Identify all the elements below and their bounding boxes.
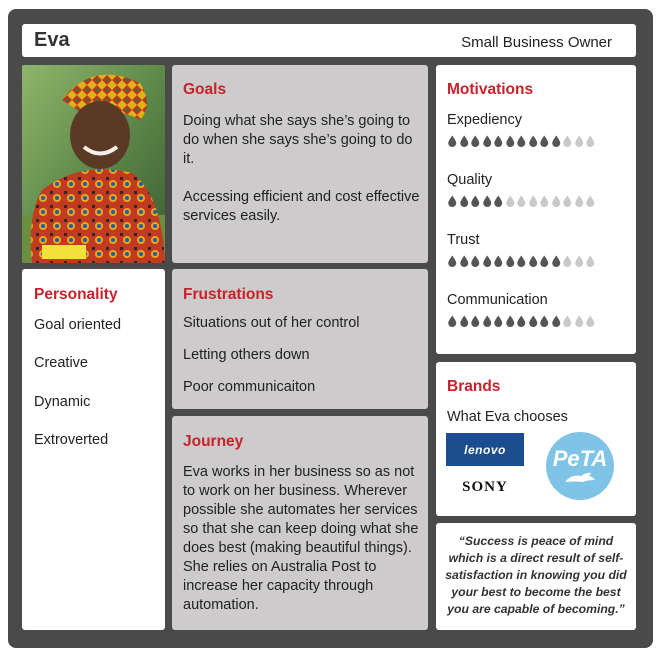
drop-empty-icon [528, 195, 539, 207]
drop-filled-icon [505, 255, 516, 267]
brands-title: Brands [447, 378, 501, 395]
personality-title: Personality [34, 286, 118, 303]
brands-subtitle: What Eva chooses [447, 409, 568, 425]
motivations-card [436, 65, 636, 354]
journey-text: Eva works in her business so as not to work on her business. Wherever possible she automates her services so that she can keep doing what she does best (making beautiful things). She relies on Australia Post to increase her capacity through automation. [183, 464, 419, 613]
motivation-label: Communication [447, 292, 548, 308]
drop-empty-icon [562, 195, 573, 207]
peta-logo-text: PeTA [552, 446, 608, 471]
drop-filled-icon [528, 315, 539, 327]
drop-filled-icon [493, 195, 504, 207]
drop-filled-icon [482, 315, 493, 327]
drop-empty-icon [574, 195, 585, 207]
frustration-item: Situations out of her control [183, 315, 360, 331]
drop-empty-icon [585, 195, 596, 207]
drop-filled-icon [505, 315, 516, 327]
motivation-rating [447, 135, 596, 147]
drop-filled-icon [482, 135, 493, 147]
drop-filled-icon [493, 135, 504, 147]
personality-trait: Dynamic [34, 394, 91, 410]
lenovo-logo [446, 433, 524, 466]
motivation-label: Trust [447, 232, 480, 248]
personality-trait: Creative [34, 355, 88, 371]
portrait-image [22, 65, 165, 263]
drop-empty-icon [539, 195, 550, 207]
drop-filled-icon [551, 315, 562, 327]
drop-filled-icon [539, 255, 550, 267]
drop-filled-icon [516, 135, 527, 147]
drop-filled-icon [539, 135, 550, 147]
motivation-label: Quality [447, 172, 493, 188]
goals-item: Accessing efficient and cost effective services easily. [183, 189, 420, 224]
drop-filled-icon [447, 135, 458, 147]
drop-empty-icon [562, 255, 573, 267]
motivation-label: Expediency [447, 112, 522, 128]
peta-logo [546, 432, 614, 500]
drop-empty-icon [585, 255, 596, 267]
goals-card [172, 65, 428, 263]
drop-filled-icon [459, 315, 470, 327]
drop-filled-icon [516, 315, 527, 327]
persona-header [22, 24, 636, 57]
drop-filled-icon [459, 135, 470, 147]
personality-card [22, 269, 165, 630]
sony-logo-text: SONY [462, 478, 508, 495]
drop-empty-icon [585, 135, 596, 147]
drop-filled-icon [516, 255, 527, 267]
sony-logo [446, 477, 524, 497]
motivation-rating [447, 315, 596, 327]
quote-card [436, 523, 636, 630]
drop-filled-icon [447, 255, 458, 267]
drop-filled-icon [551, 135, 562, 147]
drop-filled-icon [470, 255, 481, 267]
drop-empty-icon [574, 135, 585, 147]
motivation-rating [447, 195, 596, 207]
drop-filled-icon [470, 315, 481, 327]
persona-name: Eva [34, 29, 70, 51]
motivations-title: Motivations [447, 81, 534, 98]
drop-empty-icon [574, 315, 585, 327]
rabbit-icon [563, 470, 597, 484]
drop-filled-icon [459, 255, 470, 267]
drop-filled-icon [493, 255, 504, 267]
drop-filled-icon [528, 255, 539, 267]
goals-title: Goals [183, 81, 227, 98]
drop-filled-icon [505, 135, 516, 147]
drop-empty-icon [505, 195, 516, 207]
drop-filled-icon [528, 135, 539, 147]
drop-filled-icon [470, 135, 481, 147]
persona-photo [22, 65, 165, 263]
persona-role: Small Business Owner [461, 34, 612, 51]
drop-empty-icon [551, 195, 562, 207]
drop-filled-icon [551, 255, 562, 267]
personality-trait: Extroverted [34, 432, 109, 448]
drop-filled-icon [482, 195, 493, 207]
journey-title: Journey [183, 433, 244, 450]
drop-filled-icon [470, 195, 481, 207]
drop-filled-icon [447, 195, 458, 207]
lenovo-logo-text: lenovo [464, 442, 506, 457]
drop-filled-icon [459, 195, 470, 207]
persona-quote: “Success is peace of mind which is a direct result of self-satisfaction in knowing you did your best to become the best you are capable of becoming.” [445, 534, 627, 616]
drop-filled-icon [539, 315, 550, 327]
drop-empty-icon [585, 315, 596, 327]
personality-trait: Goal oriented [34, 317, 122, 333]
frustrations-card [172, 269, 428, 409]
journey-card [172, 416, 428, 630]
drop-empty-icon [562, 315, 573, 327]
drop-empty-icon [574, 255, 585, 267]
drop-empty-icon [516, 195, 527, 207]
frustration-item: Letting others down [183, 347, 310, 363]
motivation-rating [447, 255, 596, 267]
drop-filled-icon [482, 255, 493, 267]
drop-filled-icon [493, 315, 504, 327]
brands-card [436, 362, 636, 516]
goals-item: Doing what she says she’s going to do when she says she’s going to do it. [183, 113, 413, 167]
drop-filled-icon [447, 315, 458, 327]
frustration-item: Poor communicaiton [183, 379, 316, 395]
drop-empty-icon [562, 135, 573, 147]
frustrations-title: Frustrations [183, 286, 274, 303]
